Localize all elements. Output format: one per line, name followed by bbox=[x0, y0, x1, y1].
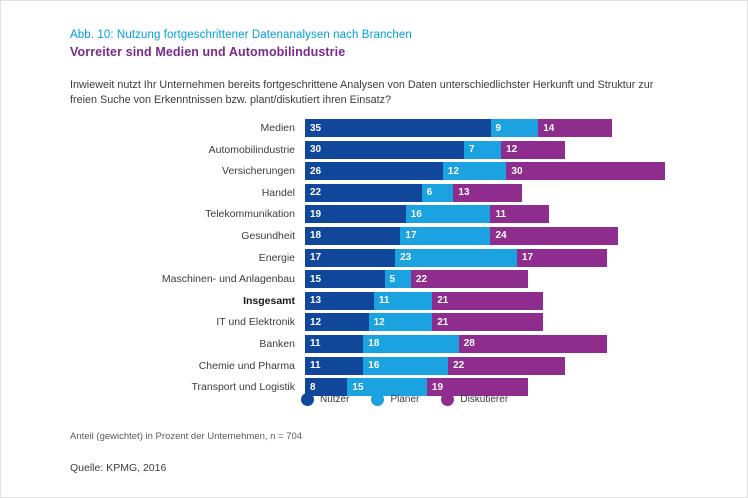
chart-source: Quelle: KPMG, 2016 bbox=[70, 462, 167, 474]
bar-segment-nutzer: 13 bbox=[305, 292, 374, 310]
bar-segment-diskutierer: 28 bbox=[459, 335, 607, 353]
stacked-bar-chart bbox=[70, 119, 680, 394]
category-label: Telekommunikation bbox=[205, 208, 295, 221]
bar-group bbox=[305, 270, 528, 288]
bar-segment-nutzer: 17 bbox=[305, 249, 395, 267]
category-label: Versicherungen bbox=[222, 165, 295, 178]
category-label: Automobilindustrie bbox=[208, 143, 295, 156]
bar-segment-nutzer: 30 bbox=[305, 141, 464, 159]
category-label: Gesundheit bbox=[241, 229, 295, 242]
bar-group bbox=[305, 335, 607, 353]
bar-segment-planer: 17 bbox=[400, 227, 490, 245]
chart-row bbox=[70, 292, 680, 310]
category-label: IT und Elektronik bbox=[216, 316, 295, 329]
bar-segment-diskutierer: 24 bbox=[490, 227, 617, 245]
survey-question: Inwieweit nutzt Ihr Unternehmen bereits fortgeschrittene Analysen von Daten unterschiedlichster Herkunft und Struktur zur freien Suche von Erkenntnissen bzw. plant/diskutiert ihren Einsatz? bbox=[70, 79, 654, 106]
bar-segment-diskutierer: 11 bbox=[490, 205, 548, 223]
category-label: Energie bbox=[258, 251, 295, 264]
bar-segment-nutzer: 12 bbox=[305, 313, 369, 331]
chart-row bbox=[70, 249, 680, 267]
page-title: Vorreiter sind Medien und Automobilindustrie bbox=[70, 45, 346, 59]
bar-segment-diskutierer: 17 bbox=[517, 249, 607, 267]
bar-segment-diskutierer: 30 bbox=[506, 162, 665, 180]
chart-row bbox=[70, 227, 680, 245]
bar-segment-nutzer: 18 bbox=[305, 227, 400, 245]
legend-item-planer bbox=[371, 393, 419, 406]
category-label: Chemie und Pharma bbox=[198, 359, 295, 372]
category-label: Maschinen- und Anlagenbau bbox=[161, 273, 295, 286]
legend-item-diskutierer bbox=[441, 393, 508, 406]
bar-segment-planer: 11 bbox=[374, 292, 432, 310]
bar-segment-diskutierer: 13 bbox=[453, 184, 522, 202]
bar-group bbox=[305, 162, 665, 180]
bar-segment-nutzer: 11 bbox=[305, 357, 363, 375]
category-label: Handel bbox=[261, 186, 295, 199]
chart-row bbox=[70, 205, 680, 223]
bar-segment-planer: 5 bbox=[385, 270, 412, 288]
bar-segment-nutzer: 15 bbox=[305, 270, 385, 288]
bar-segment-diskutierer: 21 bbox=[432, 292, 543, 310]
bar-group bbox=[305, 141, 565, 159]
bar-segment-diskutierer: 22 bbox=[448, 357, 565, 375]
bar-group bbox=[305, 184, 522, 202]
legend-label: Diskutierer bbox=[460, 394, 509, 405]
bar-segment-planer: 7 bbox=[464, 141, 501, 159]
legend-label: Nutzer bbox=[320, 394, 350, 405]
bar-group bbox=[305, 357, 565, 375]
legend-swatch-icon bbox=[371, 393, 384, 406]
bar-group bbox=[305, 292, 543, 310]
chart-row bbox=[70, 313, 680, 331]
chart-row bbox=[70, 270, 680, 288]
chart-row bbox=[70, 357, 680, 375]
chart-footnote: Anteil (gewichtet) in Prozent der Unternehmen, n = 704 bbox=[70, 431, 303, 442]
category-label: Medien bbox=[260, 122, 295, 134]
bar-group bbox=[305, 313, 543, 331]
bar-segment-planer: 15 bbox=[347, 378, 427, 396]
bar-segment-nutzer: 19 bbox=[305, 205, 406, 223]
chart-row bbox=[70, 184, 680, 202]
bar-segment-nutzer: 35 bbox=[305, 119, 491, 137]
legend-swatch-icon bbox=[441, 393, 454, 406]
bar-segment-nutzer: 8 bbox=[305, 378, 347, 396]
bar-segment-planer: 16 bbox=[363, 357, 448, 375]
chart-row bbox=[70, 335, 680, 353]
legend-swatch-icon bbox=[301, 393, 314, 406]
bar-segment-nutzer: 22 bbox=[305, 184, 422, 202]
bar-segment-planer: 23 bbox=[395, 249, 517, 267]
chart-row bbox=[70, 119, 680, 137]
bar-segment-nutzer: 26 bbox=[305, 162, 443, 180]
bar-segment-planer: 18 bbox=[363, 335, 458, 353]
bar-segment-planer: 16 bbox=[406, 205, 491, 223]
bar-group bbox=[305, 249, 607, 267]
chart-legend bbox=[301, 393, 508, 406]
category-label: Insgesamt bbox=[243, 294, 295, 307]
bar-segment-planer: 12 bbox=[443, 162, 507, 180]
figure-label: Abb. 10: Nutzung fortgeschrittener Datenanalysen nach Branchen bbox=[70, 29, 412, 41]
bar-segment-diskutierer: 19 bbox=[427, 378, 528, 396]
bar-segment-diskutierer: 22 bbox=[411, 270, 528, 288]
bar-segment-planer: 9 bbox=[491, 119, 539, 137]
bar-segment-planer: 12 bbox=[369, 313, 433, 331]
bar-segment-diskutierer: 14 bbox=[538, 119, 612, 137]
bar-segment-planer: 6 bbox=[422, 184, 454, 202]
bar-segment-diskutierer: 21 bbox=[432, 313, 543, 331]
legend-label: Planer bbox=[390, 394, 420, 405]
bar-segment-nutzer: 11 bbox=[305, 335, 363, 353]
bar-group bbox=[305, 119, 612, 137]
bar-segment-diskutierer: 12 bbox=[501, 141, 565, 159]
chart-row bbox=[70, 162, 680, 180]
legend-item-nutzer bbox=[301, 393, 349, 406]
category-label: Banken bbox=[259, 337, 295, 350]
category-label: Transport und Logistik bbox=[191, 381, 295, 394]
bar-group bbox=[305, 205, 549, 223]
chart-row bbox=[70, 141, 680, 159]
bar-group bbox=[305, 227, 618, 245]
